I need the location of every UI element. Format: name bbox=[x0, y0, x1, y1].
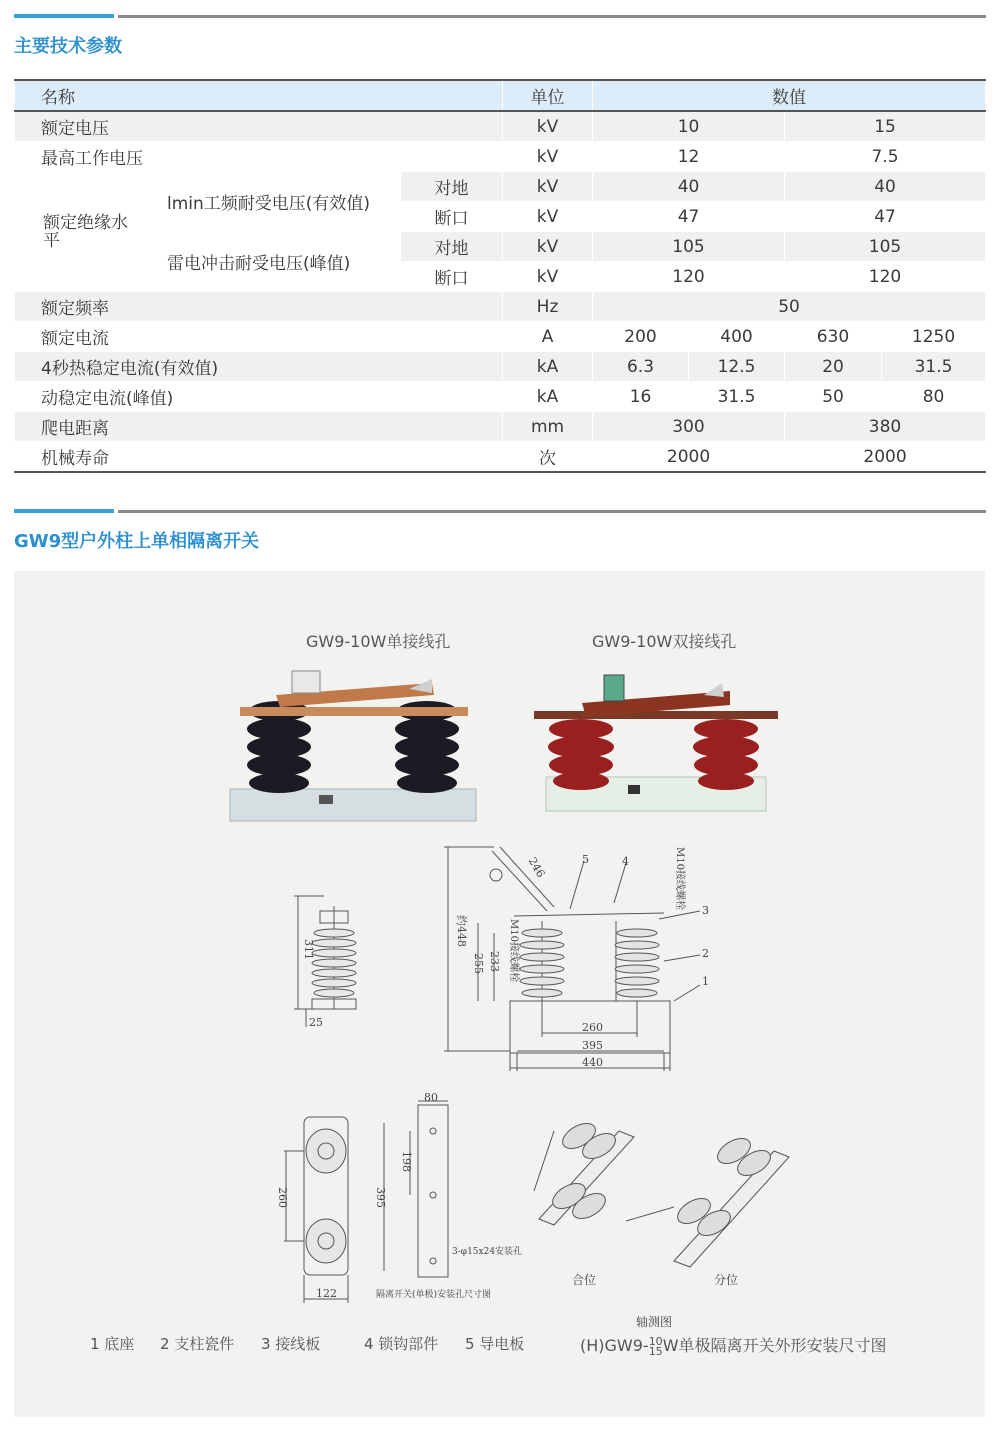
dim-label: 395 bbox=[374, 1187, 387, 1208]
table-row: 雷电冲击耐受电压(峰值) 对地 kV 105 105 bbox=[15, 232, 986, 262]
legend-item: 3 接线板 bbox=[261, 1335, 321, 1353]
dim-label: 198 bbox=[400, 1151, 413, 1172]
header-name: 名称 bbox=[15, 80, 503, 111]
product-figure bbox=[14, 571, 985, 1417]
iso-closed-label: 合位 bbox=[572, 1273, 597, 1287]
table-row: 4秒热稳定电流(有效值) kA 6.3 12.5 20 31.5 bbox=[15, 352, 986, 382]
dim-label: 311 bbox=[302, 939, 315, 960]
table-row: 最高工作电压 kV 12 7.5 bbox=[15, 142, 986, 172]
dim-label: 80 bbox=[424, 1091, 438, 1104]
legend-item: 2 支柱瓷件 bbox=[160, 1335, 235, 1353]
part-number: 2 bbox=[702, 947, 709, 960]
dim-label: 395 bbox=[582, 1039, 603, 1052]
table-row: 断口 kV 120 120 bbox=[15, 262, 986, 292]
header-divider-bar bbox=[118, 510, 986, 513]
subgroup-label: lmin工频耐受电压(有效值) bbox=[153, 172, 401, 232]
dim-label: 260 bbox=[582, 1021, 603, 1034]
header-divider-bar bbox=[118, 15, 986, 18]
side-view-drawing bbox=[294, 896, 356, 1027]
header-value: 数值 bbox=[593, 80, 986, 111]
dim-label: M10接线螺栓 bbox=[507, 919, 519, 982]
section-title: GW9型户外柱上单相隔离开关 bbox=[14, 531, 260, 552]
spec-table bbox=[14, 79, 986, 473]
photo-double-terminal-switch bbox=[534, 675, 778, 811]
drawing-caption: 隔离开关(单极)安装孔尺寸图 bbox=[376, 1290, 492, 1300]
plan-view-drawing bbox=[284, 1101, 448, 1303]
header-accent-bar bbox=[14, 509, 114, 513]
table-row: 额定电压 kV 10 15 bbox=[15, 111, 986, 142]
dim-label: 122 bbox=[316, 1287, 337, 1300]
dim-label: 260 bbox=[276, 1187, 289, 1208]
part-number: 3 bbox=[702, 904, 709, 917]
header-unit: 单位 bbox=[503, 80, 593, 111]
photo2-caption: GW9-10W双接线孔 bbox=[592, 632, 737, 651]
table-row: 额定电流 A 200 400 630 1250 bbox=[15, 322, 986, 352]
group-label: 额定绝缘水平 bbox=[15, 172, 153, 292]
table-header-row bbox=[15, 80, 986, 111]
legend-item: 4 锁钩部件 bbox=[364, 1335, 439, 1353]
section-title: 主要技术参数 bbox=[14, 36, 122, 57]
figure-caption: (H)GW9- 10 15 W单极隔离开关外形安装尺寸图 bbox=[580, 1334, 887, 1358]
legend-item: 1 底座 bbox=[90, 1335, 135, 1353]
subgroup-label: 雷电冲击耐受电压(峰值) bbox=[153, 232, 401, 292]
legend-item: 5 导电板 bbox=[465, 1335, 525, 1353]
table-row: 机械寿命 次 2000 2000 bbox=[15, 442, 986, 473]
table-row: 断口 kV 47 47 bbox=[15, 202, 986, 232]
table-row: 额定频率 Hz 50 bbox=[15, 292, 986, 322]
part-number: 5 bbox=[582, 853, 589, 866]
dim-label: 233 bbox=[488, 951, 501, 972]
isometric-drawing bbox=[534, 1118, 789, 1267]
table-row: 额定绝缘水平 lmin工频耐受电压(有效值) 对地 kV 40 40 bbox=[15, 172, 986, 202]
photo-single-terminal-switch bbox=[230, 671, 476, 821]
figure-drawings bbox=[14, 571, 985, 1417]
photo1-caption: GW9-10W单接线孔 bbox=[306, 632, 451, 651]
dim-label: 255 bbox=[472, 953, 485, 974]
header-accent-bar bbox=[14, 14, 114, 18]
dim-label: 3-φ15x24安装孔 bbox=[452, 1247, 523, 1257]
dim-label: 25 bbox=[309, 1016, 323, 1029]
dim-label: M10接线螺栓 bbox=[673, 847, 685, 910]
dim-label: 246 bbox=[525, 855, 548, 880]
iso-open-label: 分位 bbox=[714, 1273, 739, 1287]
part-number: 4 bbox=[622, 855, 629, 868]
table-row: 爬电距离 mm 300 380 bbox=[15, 412, 986, 442]
iso-title: 轴测图 bbox=[636, 1315, 673, 1329]
dim-label: 约448 bbox=[455, 915, 468, 947]
dim-label: 440 bbox=[582, 1056, 603, 1069]
table-row: 动稳定电流(峰值) kA 16 31.5 50 80 bbox=[15, 382, 986, 412]
part-number: 1 bbox=[702, 975, 709, 988]
